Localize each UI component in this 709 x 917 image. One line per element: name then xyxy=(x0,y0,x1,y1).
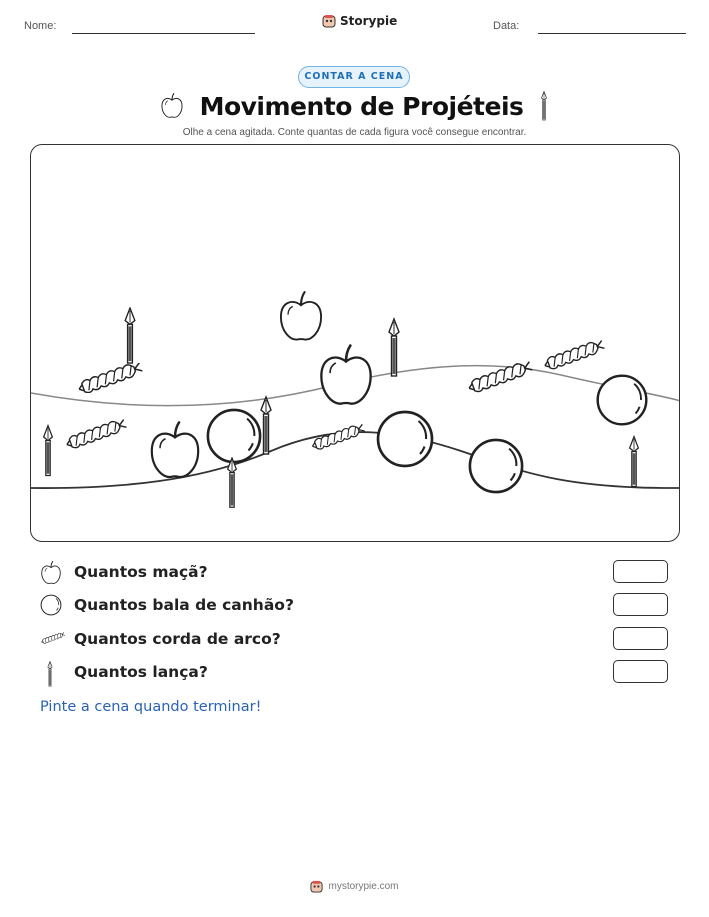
scene-spear-3 xyxy=(261,397,271,454)
coloring-instruction: Pinte a cena quando terminar! xyxy=(40,699,262,715)
scene-cannonball-1 xyxy=(208,410,260,462)
name-label: Nome: xyxy=(24,20,57,32)
answer-box-spear[interactable] xyxy=(613,660,668,683)
storypie-mascot-icon xyxy=(322,14,336,28)
scene-spear-6 xyxy=(630,437,639,487)
counting-scene xyxy=(30,144,680,542)
bowstring-icon xyxy=(40,631,66,645)
name-line[interactable] xyxy=(72,33,255,34)
scene-spear-1 xyxy=(125,308,135,363)
scene-cannonball-3 xyxy=(470,440,522,492)
question-bowstring xyxy=(40,627,670,653)
date-line[interactable] xyxy=(538,33,686,34)
scene-spear-5 xyxy=(228,458,237,507)
scene-bowstring-2 xyxy=(65,418,127,451)
apple-icon xyxy=(40,561,62,585)
spear-icon xyxy=(539,91,549,121)
spear-icon xyxy=(44,661,56,687)
answer-box-bowstring[interactable] xyxy=(613,627,668,650)
cannonball-icon xyxy=(40,594,62,616)
page-title: Movimento de Projéteis xyxy=(199,91,524,121)
scene-apple-3 xyxy=(152,422,198,477)
answer-box-apple[interactable] xyxy=(613,560,668,583)
foreground-hill-line xyxy=(31,432,680,488)
scene-cannonball-2 xyxy=(378,412,432,466)
answer-box-cannonball[interactable] xyxy=(613,593,668,616)
brand-name: Storypie xyxy=(340,14,398,28)
scene-bowstring-5 xyxy=(543,339,605,372)
scene-spear-4 xyxy=(44,426,53,476)
question-cannonball xyxy=(40,593,670,619)
scene-bowstring-4 xyxy=(467,360,533,395)
question-spear xyxy=(40,660,670,686)
brand-logo xyxy=(322,14,397,28)
question-text: Quantos corda de arco? xyxy=(74,630,281,648)
page-subtitle: Olhe a cena agitada. Conte quantas de cada figura você consegue encontrar. xyxy=(182,127,527,138)
scene-bowstring-1 xyxy=(77,361,143,396)
question-text: Quantos lança? xyxy=(74,663,208,681)
scene-cannonball-4 xyxy=(598,376,647,425)
date-label: Data: xyxy=(493,20,520,32)
scene-spear-2 xyxy=(389,319,399,376)
site-footer xyxy=(0,880,709,893)
question-apple xyxy=(40,560,670,586)
apple-icon xyxy=(160,93,184,119)
site-url: mystorypie.com xyxy=(328,881,399,892)
question-text: Quantos maçã? xyxy=(74,563,208,581)
question-text: Quantos bala de canhão? xyxy=(74,596,294,614)
title-row xyxy=(0,91,709,121)
scene-apple-1 xyxy=(281,292,321,339)
activity-badge: CONTAR A CENA xyxy=(298,66,410,88)
scene-apple-2 xyxy=(321,346,370,404)
storypie-mascot-icon xyxy=(310,880,323,893)
